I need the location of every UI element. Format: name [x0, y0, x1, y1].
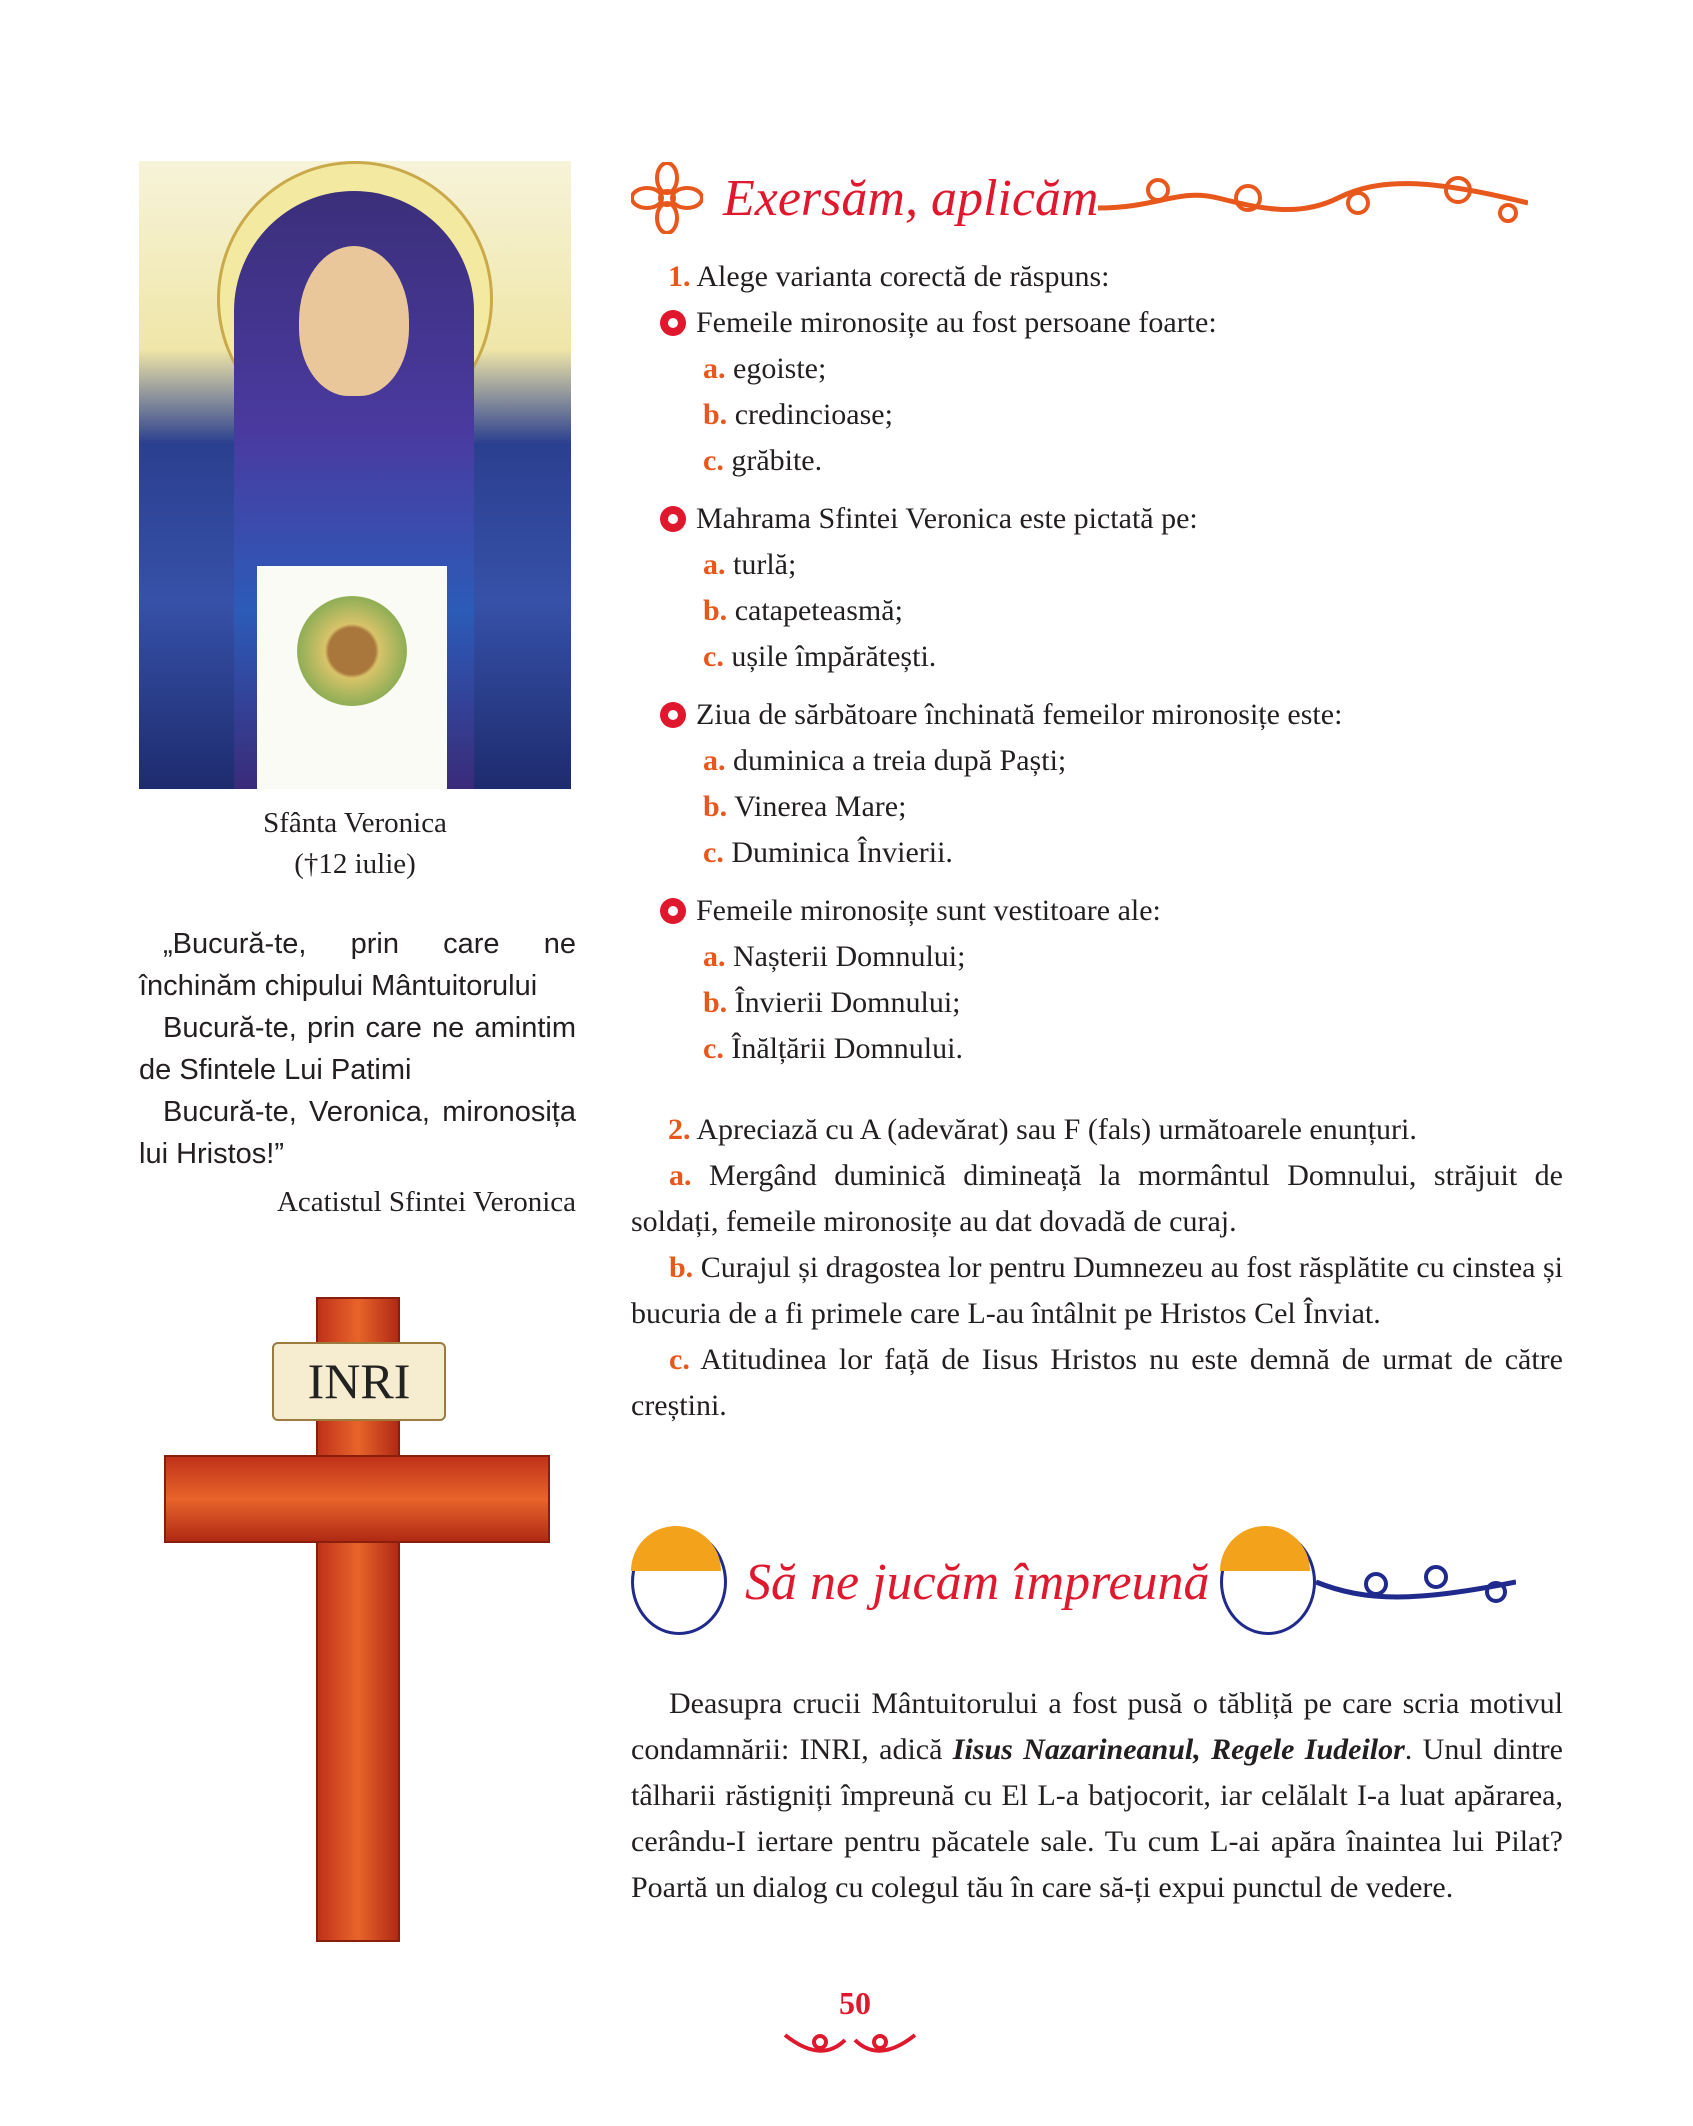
boy-face-icon — [631, 1529, 727, 1635]
answer-option — [668, 738, 1563, 784]
option-text: Înălțării Domnului. — [731, 1032, 963, 1065]
image-date: (†12 iulie) — [294, 848, 416, 880]
saint-face — [299, 246, 409, 396]
question — [668, 300, 1563, 346]
option-text: ușile împărătești. — [731, 640, 937, 673]
flower-bullet-icon — [660, 310, 686, 336]
option-letter: b. — [703, 790, 728, 823]
holy-mandylion — [257, 566, 447, 789]
option-letter: b. — [703, 986, 728, 1019]
option-letter: c. — [703, 444, 724, 477]
option-text: Nașterii Domnului; — [733, 940, 966, 973]
question — [668, 888, 1563, 934]
quote-line: Bucură-te, Veronica, mironosița lui Hristos!” — [139, 1096, 576, 1170]
girl-face-icon — [1220, 1529, 1316, 1635]
statement-text: Curajul și dragostea lor pentru Dumnezeu au fost răsplătite cu cinstea și bucuria de a fi primele care L-au întâlnit pe Hristos Cel Înviat. — [631, 1251, 1563, 1330]
answer-option — [668, 980, 1563, 1026]
akathist-quote — [139, 923, 576, 1175]
option-text: catapeteasmă; — [734, 594, 903, 627]
page-ornament-icon — [780, 2020, 920, 2060]
exercise-prompt: Alege varianta corectă de răspuns: — [696, 260, 1110, 293]
question-text: Ziua de sărbătoare închinată femeilor mironosițe este: — [696, 698, 1343, 731]
flower-bullet-icon — [660, 702, 686, 728]
option-letter: a. — [703, 352, 726, 385]
option-text: credincioase; — [734, 398, 893, 431]
paragraph-text: Deasupra crucii Mântuitorului a fost pusă o tăbliță pe care scria motivul condamnării: INRI, adică — [631, 1687, 1563, 1766]
option-text: turlă; — [733, 548, 797, 581]
exercise-1 — [668, 254, 1563, 1072]
page-number: 50 — [839, 1985, 871, 2021]
quote-line: „Bucură-te, prin care ne închinăm chipului Mântuitorului — [139, 928, 576, 1002]
flower-icon — [631, 162, 703, 234]
option-letter: b. — [703, 398, 728, 431]
answer-option — [668, 588, 1563, 634]
question-text: Femeile mironosițe sunt vestitoare ale: — [696, 894, 1161, 927]
answer-option — [668, 784, 1563, 830]
option-letter: c. — [703, 640, 724, 673]
statement — [631, 1337, 1563, 1429]
option-letter: c. — [703, 1032, 724, 1065]
question-text: Mahrama Sfintei Veronica este pictată pe: — [696, 502, 1198, 535]
christ-face — [297, 596, 407, 706]
answer-option — [668, 346, 1563, 392]
flower-bullet-icon — [660, 506, 686, 532]
cross-image — [164, 1297, 546, 1938]
statement-letter: c. — [669, 1343, 690, 1376]
inri-meaning: Iisus Nazarineanul, Regele Iudeilor — [952, 1733, 1405, 1766]
option-text: egoiste; — [733, 352, 827, 385]
cross-horizontal — [164, 1455, 550, 1543]
section-header-game — [631, 1542, 1563, 1622]
quote-line: Bucură-te, prin care ne amintim de Sfintele Lui Patimi — [139, 1012, 576, 1086]
answer-option — [668, 542, 1563, 588]
option-text: grăbite. — [731, 444, 823, 477]
option-text: Învierii Domnului; — [734, 986, 961, 1019]
statement — [631, 1245, 1563, 1337]
option-text: Duminica Învierii. — [731, 836, 953, 869]
game-paragraph — [631, 1681, 1563, 1911]
option-letter: a. — [703, 548, 726, 581]
exercise-number: 1. — [668, 260, 691, 293]
question-text: Femeile mironosițe au fost persoane foarte: — [696, 306, 1217, 339]
statement-letter: b. — [669, 1251, 694, 1284]
answer-option — [668, 1026, 1563, 1072]
quote-source: Acatistul Sfintei Veronica — [276, 1186, 576, 1218]
answer-option — [668, 634, 1563, 680]
exercise-2 — [631, 1107, 1563, 1429]
paragraph-text: . Unul dintre tâlharii răstigniți împreună cu El L-a batjocorit, iar celălalt I-a luat apărarea, cerându-I iertare pentru păcatele sale. Tu cum L-ai apăra înaintea lui Pilat? Poartă un dialog cu colegul tău în care să-ți expui punctul de vedere. — [631, 1733, 1563, 1904]
option-letter: a. — [703, 940, 726, 973]
answer-option — [668, 934, 1563, 980]
statement — [631, 1153, 1563, 1245]
section-title: Exersăm, aplicăm — [723, 169, 1099, 227]
exercise-prompt: Apreciază cu A (adevărat) sau F (fals) următoarele enunțuri. — [696, 1113, 1417, 1146]
option-letter: c. — [703, 836, 724, 869]
answer-option — [668, 830, 1563, 876]
blue-swirl-ornament-icon — [1316, 1552, 1516, 1612]
statement-letter: a. — [669, 1159, 692, 1192]
option-text: Vinerea Mare; — [734, 790, 907, 823]
statement-text: Atitudinea lor față de Iisus Hristos nu este demnă de urmat de către creștini. — [631, 1343, 1563, 1422]
option-letter: b. — [703, 594, 728, 627]
statement-text: Mergând duminică dimineață la mormântul Domnului, străjuit de soldați, femeile mironosițe au dat dovadă de curaj. — [631, 1159, 1563, 1238]
section-title: Să ne jucăm împreună — [745, 1553, 1210, 1611]
question — [668, 496, 1563, 542]
option-text: duminica a treia după Paști; — [733, 744, 1067, 777]
exercise-number: 2. — [668, 1113, 691, 1146]
image-caption: Sfânta Veronica — [263, 807, 447, 839]
option-letter: a. — [703, 744, 726, 777]
saint-veronica-icon-image — [139, 161, 571, 789]
section-header-exercises — [631, 158, 1549, 238]
inri-plaque: INRI — [272, 1342, 446, 1421]
swirl-ornament-icon — [1098, 168, 1528, 228]
answer-option — [668, 392, 1563, 438]
question — [668, 692, 1563, 738]
flower-bullet-icon — [660, 898, 686, 924]
answer-option — [668, 438, 1563, 484]
